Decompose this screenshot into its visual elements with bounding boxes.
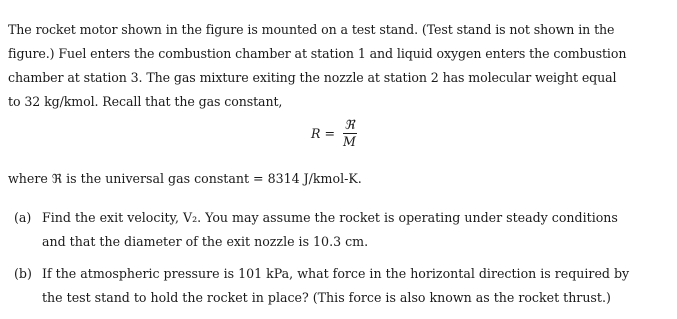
gas-constant-equation <box>311 118 358 149</box>
intro-line: to 32 kg/kmol. Recall that the gas constant, <box>8 94 283 109</box>
intro-line: The rocket motor shown in the figure is mounted on a test stand. (Test stand is not shown in the <box>8 22 615 37</box>
equation-equals: = <box>324 126 336 141</box>
intro-line: chamber at station 3. The gas mixture exiting the nozzle at station 2 has molecular weight equal <box>8 70 617 85</box>
part-a <box>14 206 668 254</box>
where-line: where ℜ is the universal gas constant = 8314 J/kmol-K. <box>8 171 362 186</box>
part-b-line: If the atmospheric pressure is 101 kPa, what force in the horizontal direction is required by <box>42 266 630 281</box>
part-b-body <box>42 262 668 310</box>
intro-line: figure.) Fuel enters the combustion chamber at station 1 and liquid oxygen enters the combustion <box>8 46 627 61</box>
equation-lhs: R <box>311 126 321 141</box>
part-a-line: and that the diameter of the exit nozzle is 10.3 cm. <box>42 234 369 249</box>
fraction-denominator: M <box>343 134 356 149</box>
part-a-line: Find the exit velocity, V₂. You may assume the rocket is operating under steady conditions <box>42 210 618 225</box>
fraction-numerator: ℜ <box>344 117 355 132</box>
part-b-line: the test stand to hold the rocket in place? (This force is also known as the rocket thrust.) <box>42 290 611 305</box>
part-a-label: (a) <box>14 210 32 225</box>
problem-parts <box>14 206 668 310</box>
problem-intro <box>8 18 668 114</box>
part-b-label: (b) <box>14 266 32 281</box>
part-b <box>14 262 668 310</box>
part-a-body <box>42 206 668 254</box>
equation-fraction <box>341 118 358 149</box>
